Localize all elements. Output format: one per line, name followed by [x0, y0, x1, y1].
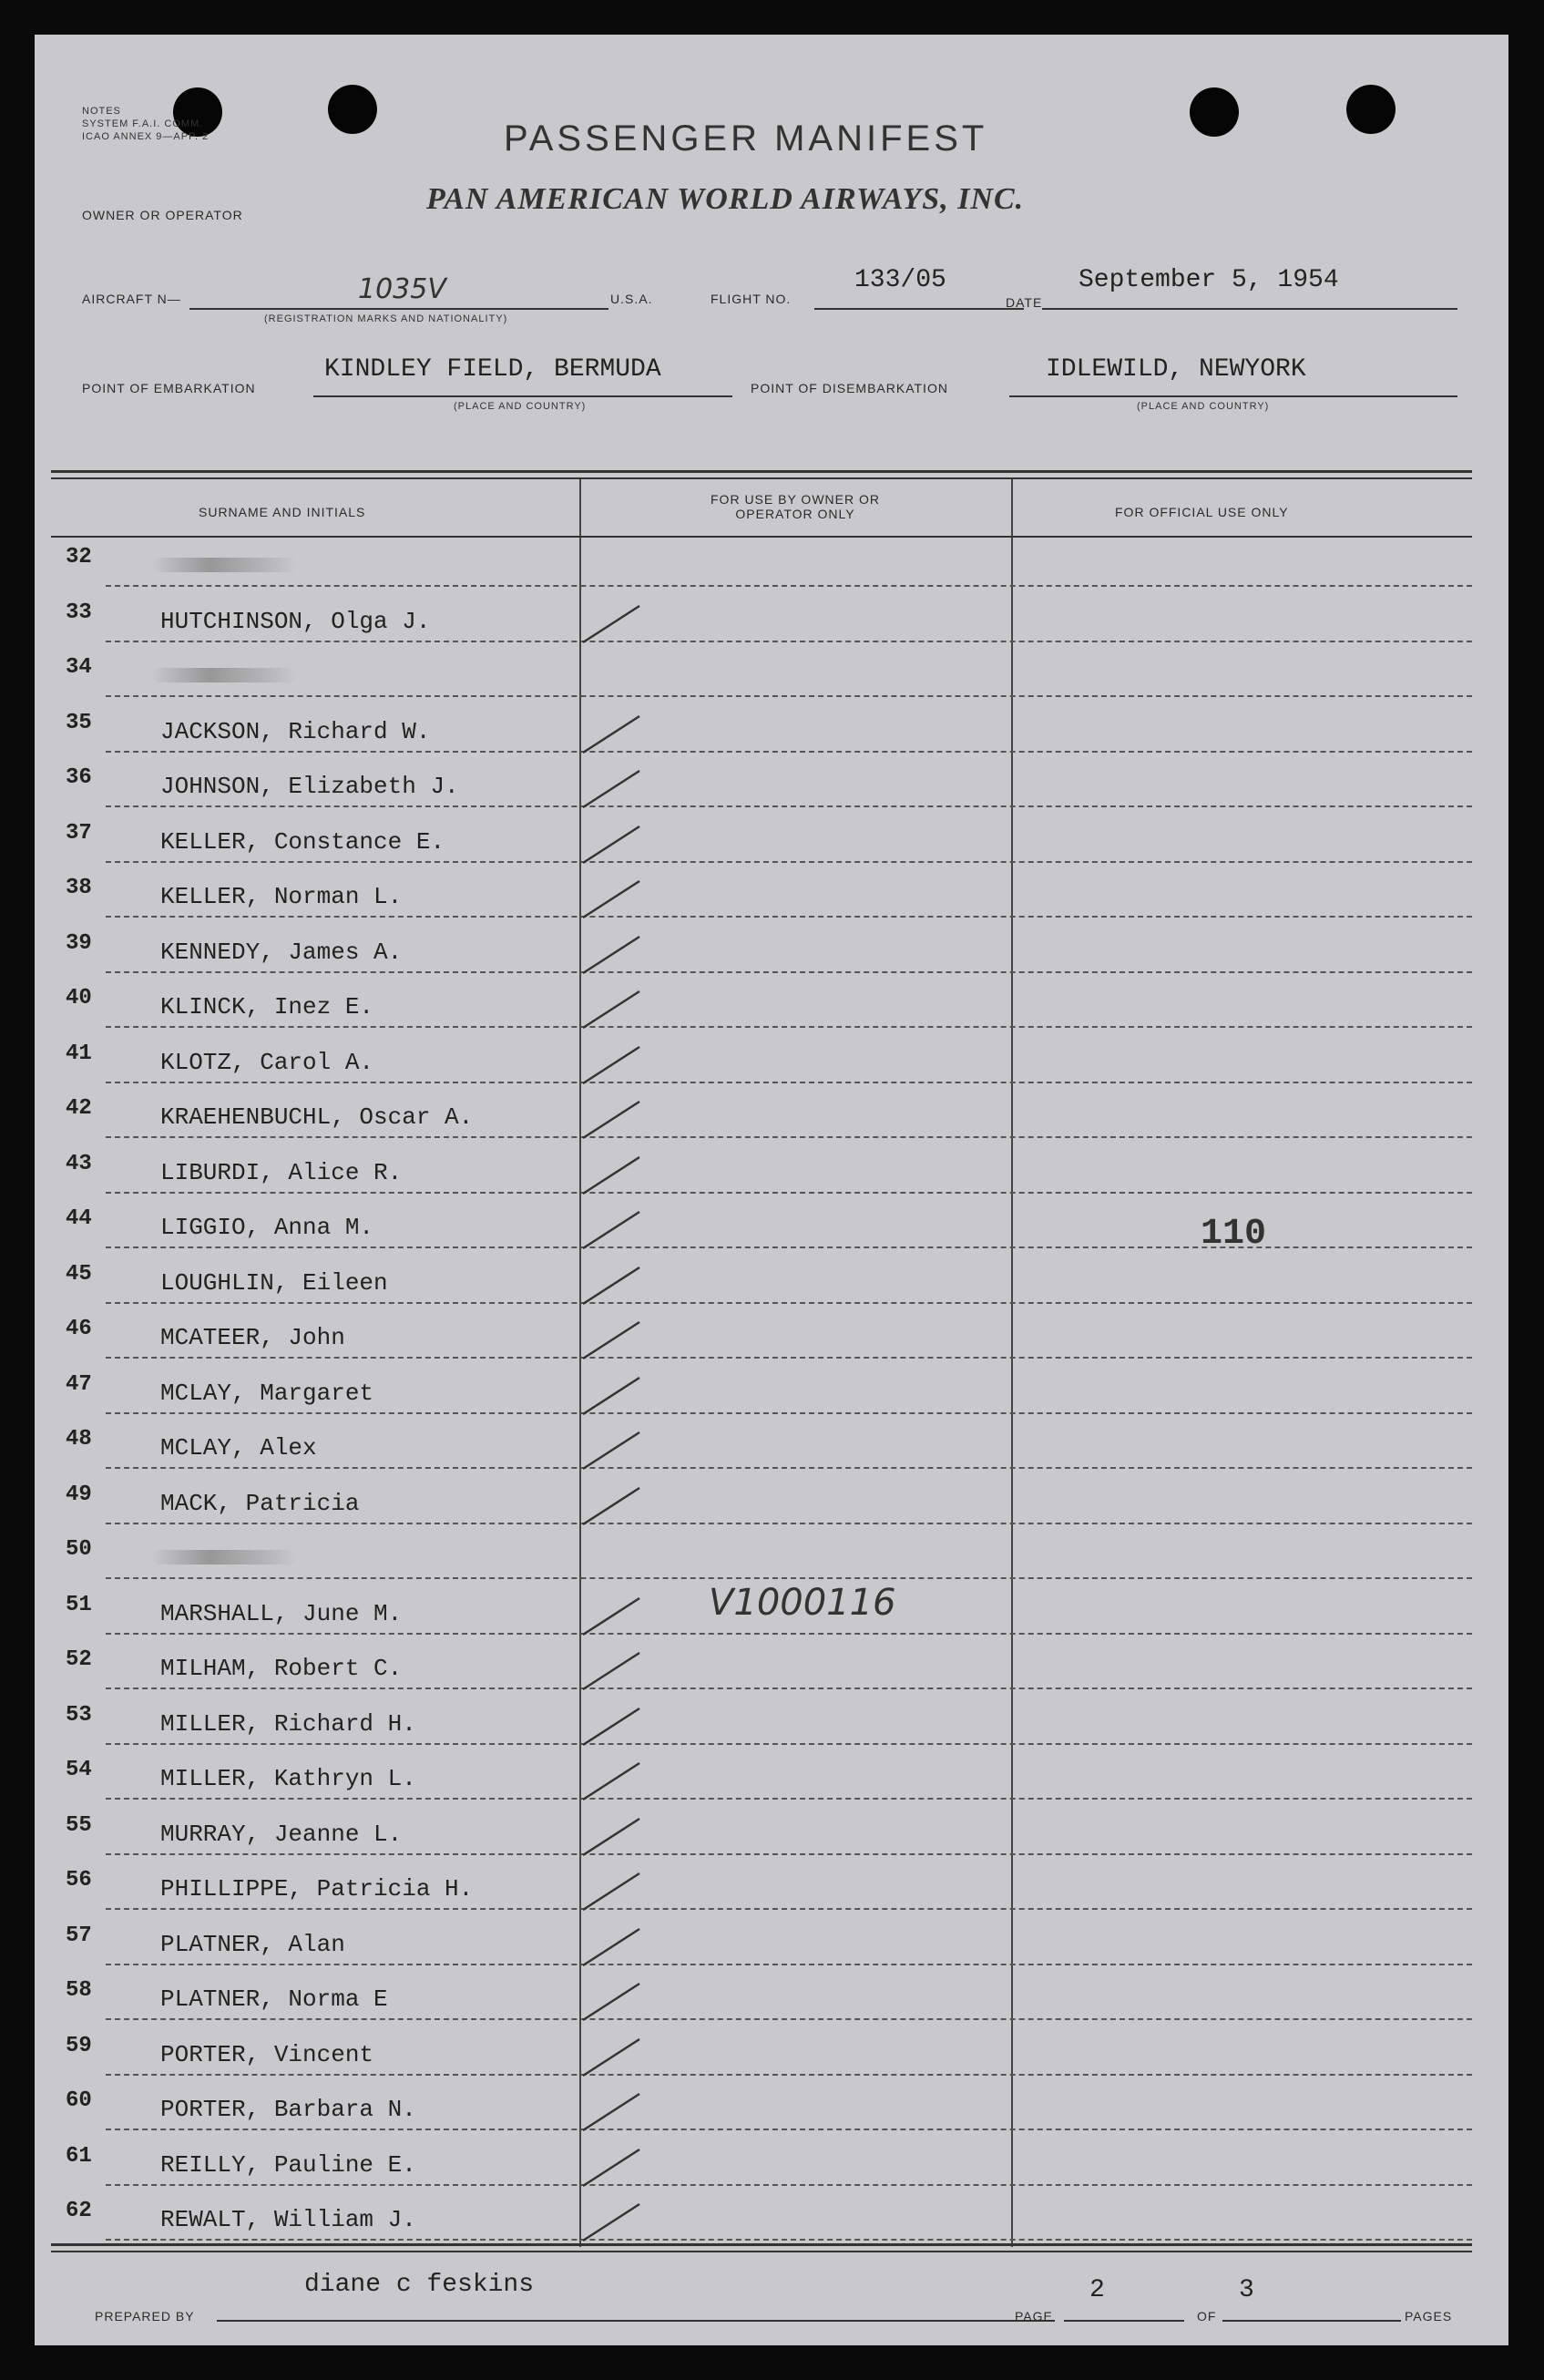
prepared-by-rule — [217, 2320, 1055, 2322]
table-row — [51, 1971, 1472, 2026]
row-number: 35 — [66, 710, 92, 735]
table-row — [51, 2191, 1472, 2246]
table-bottom-rule-2 — [51, 2251, 1472, 2252]
row-rule — [106, 2184, 1472, 2186]
of-label: OF — [1197, 2309, 1217, 2324]
table-row — [51, 1144, 1472, 1199]
table-row — [51, 1034, 1472, 1089]
passenger-name: JOHNSON, Elizabeth J. — [160, 773, 459, 800]
row-rule — [106, 1136, 1472, 1138]
disembarkation-rule — [1009, 395, 1457, 397]
row-rule — [106, 1743, 1472, 1745]
table-top-rule — [51, 470, 1472, 473]
table-row — [51, 2081, 1472, 2136]
official-use-column-header: FOR OFFICIAL USE ONLY — [1115, 505, 1289, 519]
table-row — [51, 1309, 1472, 1364]
row-number: 60 — [66, 2088, 92, 2113]
manifest-page — [35, 35, 1508, 2345]
row-rule — [106, 1246, 1472, 1248]
check-mark-icon — [579, 876, 643, 921]
embarkation-label: POINT OF EMBARKATION — [82, 381, 256, 395]
check-mark-icon — [579, 1758, 643, 1803]
row-number: 37 — [66, 820, 92, 846]
row-number: 56 — [66, 1868, 92, 1893]
flight-number-label: FLIGHT NO. — [711, 292, 792, 306]
row-number: 40 — [66, 986, 92, 1010]
table-row — [51, 1750, 1472, 1805]
row-number: 55 — [66, 1812, 92, 1838]
check-mark-icon — [579, 1923, 643, 1969]
table-row — [51, 1916, 1472, 1971]
check-mark-icon — [579, 1372, 643, 1418]
row-rule — [106, 1964, 1472, 1965]
row-number: 50 — [66, 1537, 92, 1562]
table-row — [51, 924, 1472, 979]
row-rule — [106, 971, 1472, 973]
row-number: 34 — [66, 655, 92, 680]
table-row — [51, 1475, 1472, 1530]
of-rule — [1222, 2320, 1401, 2322]
passenger-name: MCLAY, Margaret — [160, 1379, 374, 1407]
passenger-name: KLOTZ, Carol A. — [160, 1048, 374, 1076]
registration-caption: (REGISTRATION MARKS AND NATIONALITY) — [264, 313, 508, 324]
row-rule — [106, 1192, 1472, 1194]
table-row — [51, 868, 1472, 923]
row-number: 59 — [66, 2033, 92, 2058]
row-rule — [106, 2129, 1472, 2130]
row-rule — [106, 751, 1472, 753]
table-top-rule-2 — [51, 477, 1472, 479]
check-mark-icon — [579, 2034, 643, 2079]
row-number: 57 — [66, 1923, 92, 1948]
passenger-name: MURRAY, Jeanne L. — [160, 1820, 403, 1848]
page-label: PAGE — [1015, 2309, 1053, 2324]
check-mark-icon — [579, 1868, 643, 1913]
row-number: 62 — [66, 2199, 92, 2223]
row-rule — [106, 1523, 1472, 1524]
row-number: 49 — [66, 1482, 92, 1507]
passenger-name: PORTER, Vincent — [160, 2040, 374, 2068]
row-rule — [106, 805, 1472, 807]
row-number: 47 — [66, 1371, 92, 1397]
passenger-name: LOUGHLIN, Eileen — [160, 1268, 388, 1297]
check-mark-icon — [579, 1593, 643, 1638]
table-row — [51, 1089, 1472, 1144]
row-rule — [106, 585, 1472, 587]
table-row — [51, 2137, 1472, 2191]
row-rule — [106, 1798, 1472, 1800]
embarkation-caption: (PLACE AND COUNTRY) — [454, 401, 587, 412]
check-mark-icon — [579, 821, 643, 867]
check-mark-icon — [579, 1813, 643, 1859]
page-title: PASSENGER MANIFEST — [504, 118, 988, 159]
check-mark-icon — [579, 1317, 643, 1362]
check-mark-icon — [579, 765, 643, 811]
row-number: 45 — [66, 1261, 92, 1287]
check-mark-icon — [579, 2199, 643, 2244]
table-row — [51, 758, 1472, 813]
check-mark-icon — [579, 1206, 643, 1252]
passenger-name: KELLER, Constance E. — [160, 827, 445, 856]
passenger-name: HUTCHINSON, Olga J. — [160, 607, 431, 635]
page-rule — [1064, 2320, 1184, 2322]
row-number: 52 — [66, 1647, 92, 1672]
row-rule — [106, 861, 1472, 863]
passenger-name: LIBURDI, Alice R. — [160, 1158, 403, 1186]
check-mark-icon — [579, 2088, 643, 2134]
date-value: September 5, 1954 — [1079, 266, 1339, 294]
table-row — [51, 1861, 1472, 1915]
row-number: 42 — [66, 1096, 92, 1121]
erased-entry-smudge — [151, 668, 297, 682]
flight-number-value: 133/05 — [854, 266, 946, 294]
owner-operator-label: OWNER OR OPERATOR — [82, 208, 243, 222]
row-number: 41 — [66, 1041, 92, 1066]
row-rule — [106, 1633, 1472, 1635]
row-number: 33 — [66, 600, 92, 625]
check-mark-icon — [579, 711, 643, 756]
disembarkation-label: POINT OF DISEMBARKATION — [751, 381, 948, 395]
usa-label: U.S.A. — [610, 292, 653, 306]
check-mark-icon — [579, 1647, 643, 1693]
check-mark-icon — [579, 1096, 643, 1142]
passenger-name: PLATNER, Alan — [160, 1930, 345, 1958]
handwritten-code: V1000116 — [709, 1582, 896, 1624]
prepared-by-label: PREPARED BY — [95, 2309, 195, 2324]
check-mark-icon — [579, 1978, 643, 2024]
check-mark-icon — [579, 931, 643, 977]
check-mark-icon — [579, 1152, 643, 1197]
date-rule — [1042, 308, 1457, 310]
check-mark-icon — [579, 2144, 643, 2190]
punch-hole — [1190, 87, 1239, 137]
passenger-name: KENNEDY, James A. — [160, 938, 403, 966]
prepared-by-value: diane c feskins — [304, 2271, 535, 2299]
official-count: 110 — [1201, 1214, 1267, 1255]
row-number: 39 — [66, 930, 92, 956]
disembarkation-caption: (PLACE AND COUNTRY) — [1137, 401, 1270, 412]
row-number: 54 — [66, 1758, 92, 1782]
table-row — [51, 1530, 1472, 1585]
row-rule — [106, 2074, 1472, 2076]
row-rule — [106, 1302, 1472, 1304]
surname-column-header: SURNAME AND INITIALS — [199, 505, 366, 519]
row-rule — [106, 1082, 1472, 1083]
table-row — [51, 814, 1472, 868]
row-number: 43 — [66, 1151, 92, 1176]
row-rule — [106, 641, 1472, 642]
row-number: 38 — [66, 876, 92, 900]
passenger-name: MILLER, Richard H. — [160, 1709, 416, 1738]
punch-hole — [328, 85, 377, 134]
erased-entry-smudge — [151, 1550, 297, 1564]
check-mark-icon — [579, 1703, 643, 1749]
row-rule — [106, 1853, 1472, 1855]
company-name: PAN AMERICAN WORLD AIRWAYS, INC. — [426, 182, 1025, 216]
passenger-name: REWALT, William J. — [160, 2206, 416, 2233]
aircraft-rule — [189, 308, 608, 310]
passenger-name: JACKSON, Richard W. — [160, 717, 431, 745]
row-number: 51 — [66, 1592, 92, 1617]
row-number: 36 — [66, 765, 92, 790]
owner-use-column-header: FOR USE BY OWNER OR OPERATOR ONLY — [711, 492, 880, 521]
check-mark-icon — [579, 1427, 643, 1472]
table-row — [51, 2026, 1472, 2081]
row-rule — [106, 1412, 1472, 1414]
of-value: 3 — [1239, 2276, 1254, 2304]
notes-line-3: ICAO ANNEX 9—APP. 2 — [82, 131, 210, 142]
embarkation-rule — [313, 395, 732, 397]
row-number: 44 — [66, 1206, 92, 1231]
aircraft-label: AIRCRAFT N— — [82, 292, 181, 306]
passenger-name: REILLY, Pauline E. — [160, 2150, 416, 2179]
row-rule — [106, 916, 1472, 918]
row-rule — [106, 1357, 1472, 1359]
table-row — [51, 1806, 1472, 1861]
disembarkation-value: IDLEWILD, NEWYORK — [1046, 355, 1306, 384]
passenger-name: KLINCK, Inez E. — [160, 993, 374, 1021]
notes-line-2: SYSTEM F.A.I. COMM. — [82, 118, 204, 129]
row-rule — [106, 2239, 1472, 2241]
table-row — [51, 1696, 1472, 1750]
row-rule — [106, 1026, 1472, 1028]
passenger-name: MILLER, Kathryn L. — [160, 1765, 416, 1792]
check-mark-icon — [579, 600, 643, 646]
passenger-name: MACK, Patricia — [160, 1489, 360, 1517]
aircraft-value: 1035V — [358, 273, 446, 305]
table-row — [51, 1420, 1472, 1474]
embarkation-value: KINDLEY FIELD, BERMUDA — [324, 355, 661, 384]
table-row — [51, 1255, 1472, 1309]
table-row — [51, 703, 1472, 758]
check-mark-icon — [579, 1262, 643, 1308]
row-rule — [106, 2018, 1472, 2020]
table-row — [51, 593, 1472, 648]
row-number: 53 — [66, 1702, 92, 1728]
row-number: 58 — [66, 1978, 92, 2003]
row-rule — [106, 1577, 1472, 1579]
passenger-name: PLATNER, Norma E — [160, 1985, 388, 2013]
row-rule — [106, 1908, 1472, 1910]
table-row — [51, 1365, 1472, 1420]
passenger-name: KELLER, Norman L. — [160, 883, 403, 910]
pages-label: PAGES — [1405, 2309, 1453, 2324]
row-rule — [106, 1688, 1472, 1689]
check-mark-icon — [579, 1482, 643, 1528]
punch-hole — [1346, 85, 1396, 134]
passenger-name: PHILLIPPE, Patricia H. — [160, 1875, 474, 1903]
page-value: 2 — [1089, 2276, 1105, 2304]
row-number: 61 — [66, 2143, 92, 2169]
date-label: DATE — [1006, 295, 1043, 310]
row-number: 46 — [66, 1317, 92, 1341]
row-rule — [106, 1467, 1472, 1469]
table-row — [51, 538, 1472, 592]
row-rule — [106, 695, 1472, 697]
notes-line-1: NOTES — [82, 106, 121, 117]
flight-number-rule — [814, 308, 1024, 310]
passenger-name: LIGGIO, Anna M. — [160, 1214, 374, 1241]
check-mark-icon — [579, 986, 643, 1031]
table-row — [51, 979, 1472, 1033]
passenger-name: MARSHALL, June M. — [160, 1599, 403, 1627]
passenger-name: MCATEER, John — [160, 1324, 345, 1351]
passenger-name: MILHAM, Robert C. — [160, 1655, 403, 1682]
table-bottom-rule — [51, 2243, 1472, 2246]
erased-entry-smudge — [151, 558, 297, 572]
passenger-name: KRAEHENBUCHL, Oscar A. — [160, 1103, 474, 1131]
table-row — [51, 648, 1472, 703]
table-row — [51, 1640, 1472, 1695]
check-mark-icon — [579, 1041, 643, 1087]
row-number: 48 — [66, 1427, 92, 1452]
row-number: 32 — [66, 545, 92, 569]
passenger-name: PORTER, Barbara N. — [160, 2096, 416, 2123]
passenger-name: MCLAY, Alex — [160, 1434, 317, 1462]
